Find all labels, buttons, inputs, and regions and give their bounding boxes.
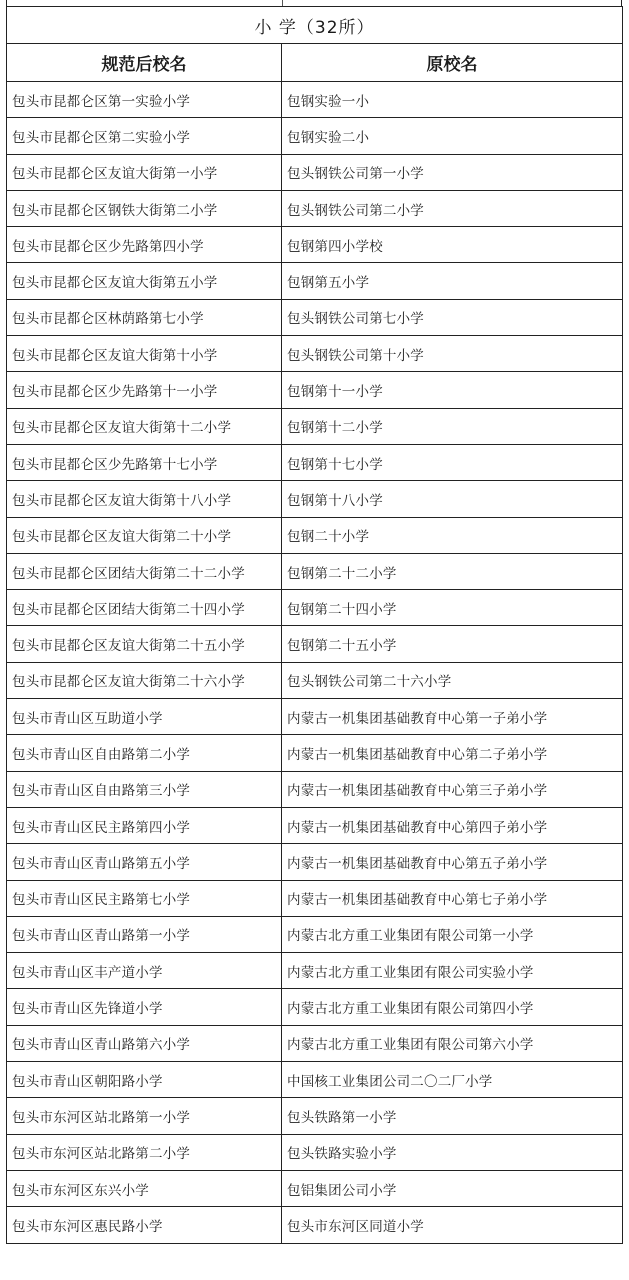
old-school-name-cell: 内蒙古一机集团基础教育中心第二子弟小学 bbox=[282, 735, 623, 771]
new-school-name-cell: 包头市东河区东兴小学 bbox=[7, 1170, 282, 1206]
table-row bbox=[7, 590, 623, 626]
new-school-name-cell: 包头市昆都仑区友谊大街第二十五小学 bbox=[7, 626, 282, 662]
old-school-name-cell: 包钢二十小学 bbox=[282, 517, 623, 553]
table-row bbox=[7, 916, 623, 952]
old-school-name-cell: 包头钢铁公司第十小学 bbox=[282, 336, 623, 372]
new-school-name-cell: 包头市昆都仑区友谊大街第五小学 bbox=[7, 263, 282, 299]
table-row bbox=[7, 444, 623, 480]
new-school-name-cell: 包头市青山区民主路第四小学 bbox=[7, 807, 282, 843]
old-school-name-cell: 包头钢铁公司第二小学 bbox=[282, 190, 623, 226]
table-row bbox=[7, 263, 623, 299]
table-row bbox=[7, 880, 623, 916]
column-divider bbox=[282, 0, 283, 6]
old-school-name-cell: 包钢第十一小学 bbox=[282, 372, 623, 408]
new-school-name-cell: 包头市昆都仑区友谊大街第十二小学 bbox=[7, 408, 282, 444]
table-row bbox=[7, 1170, 623, 1206]
new-school-name-cell: 包头市东河区站北路第一小学 bbox=[7, 1098, 282, 1134]
old-school-name-cell: 包钢第十二小学 bbox=[282, 408, 623, 444]
new-school-name-cell: 包头市青山区自由路第三小学 bbox=[7, 771, 282, 807]
table-row bbox=[7, 1062, 623, 1098]
table-row bbox=[7, 1207, 623, 1243]
new-school-name-cell: 包头市青山区自由路第二小学 bbox=[7, 735, 282, 771]
old-school-name-cell: 内蒙古一机集团基础教育中心第三子弟小学 bbox=[282, 771, 623, 807]
table-row bbox=[7, 989, 623, 1025]
old-school-name-cell: 包钢第二十四小学 bbox=[282, 590, 623, 626]
table-row bbox=[7, 154, 623, 190]
new-school-name-cell: 包头市青山区先锋道小学 bbox=[7, 989, 282, 1025]
new-school-name-cell: 包头市昆都仑区友谊大街第二十小学 bbox=[7, 517, 282, 553]
old-school-name-cell: 包钢实验一小 bbox=[282, 82, 623, 118]
table-row bbox=[7, 408, 623, 444]
table-row bbox=[7, 626, 623, 662]
old-school-name-cell: 内蒙古北方重工业集团有限公司实验小学 bbox=[282, 953, 623, 989]
column-header-new-name: 规范后校名 bbox=[7, 44, 282, 82]
table-row bbox=[7, 336, 623, 372]
table-row bbox=[7, 662, 623, 698]
new-school-name-cell: 包头市昆都仑区友谊大街第一小学 bbox=[7, 154, 282, 190]
old-school-name-cell: 包钢第二十五小学 bbox=[282, 626, 623, 662]
new-school-name-cell: 包头市东河区惠民路小学 bbox=[7, 1207, 282, 1243]
table-row bbox=[7, 1134, 623, 1170]
new-school-name-cell: 包头市昆都仑区钢铁大街第二小学 bbox=[7, 190, 282, 226]
table-row bbox=[7, 299, 623, 335]
new-school-name-cell: 包头市青山区丰产道小学 bbox=[7, 953, 282, 989]
school-name-table bbox=[6, 6, 623, 1244]
new-school-name-cell: 包头市昆都仑区友谊大街第二十六小学 bbox=[7, 662, 282, 698]
table-row bbox=[7, 807, 623, 843]
table-body bbox=[7, 82, 623, 1244]
table-row bbox=[7, 1098, 623, 1134]
old-school-name-cell: 包铝集团公司小学 bbox=[282, 1170, 623, 1206]
old-school-name-cell: 内蒙古北方重工业集团有限公司第一小学 bbox=[282, 916, 623, 952]
section-title-row bbox=[7, 7, 623, 44]
old-school-name-cell: 包头市东河区同道小学 bbox=[282, 1207, 623, 1243]
previous-table-fragment bbox=[6, 0, 622, 6]
new-school-name-cell: 包头市昆都仑区少先路第十一小学 bbox=[7, 372, 282, 408]
column-header-old-name: 原校名 bbox=[282, 44, 623, 82]
table-row bbox=[7, 227, 623, 263]
table-row bbox=[7, 771, 623, 807]
old-school-name-cell: 中国核工业集团公司二〇二厂小学 bbox=[282, 1062, 623, 1098]
old-school-name-cell: 包钢实验二小 bbox=[282, 118, 623, 154]
new-school-name-cell: 包头市青山区青山路第一小学 bbox=[7, 916, 282, 952]
new-school-name-cell: 包头市青山区互助道小学 bbox=[7, 699, 282, 735]
new-school-name-cell: 包头市昆都仑区友谊大街第十小学 bbox=[7, 336, 282, 372]
old-school-name-cell: 包钢第十七小学 bbox=[282, 444, 623, 480]
new-school-name-cell: 包头市东河区站北路第二小学 bbox=[7, 1134, 282, 1170]
old-school-name-cell: 内蒙古北方重工业集团有限公司第四小学 bbox=[282, 989, 623, 1025]
old-school-name-cell: 包钢第四小学校 bbox=[282, 227, 623, 263]
table-row bbox=[7, 517, 623, 553]
new-school-name-cell: 包头市昆都仑区第一实验小学 bbox=[7, 82, 282, 118]
old-school-name-cell: 内蒙古一机集团基础教育中心第五子弟小学 bbox=[282, 844, 623, 880]
new-school-name-cell: 包头市昆都仑区林荫路第七小学 bbox=[7, 299, 282, 335]
old-school-name-cell: 内蒙古一机集团基础教育中心第七子弟小学 bbox=[282, 880, 623, 916]
section-title: 小 学（32所） bbox=[7, 7, 623, 44]
old-school-name-cell: 包头铁路第一小学 bbox=[282, 1098, 623, 1134]
old-school-name-cell: 包头钢铁公司第七小学 bbox=[282, 299, 623, 335]
table-row bbox=[7, 481, 623, 517]
new-school-name-cell: 包头市昆都仑区友谊大街第十八小学 bbox=[7, 481, 282, 517]
new-school-name-cell: 包头市昆都仑区少先路第四小学 bbox=[7, 227, 282, 263]
table-row bbox=[7, 735, 623, 771]
table-row bbox=[7, 190, 623, 226]
old-school-name-cell: 内蒙古一机集团基础教育中心第一子弟小学 bbox=[282, 699, 623, 735]
school-name-table-sheet bbox=[6, 0, 622, 1244]
old-school-name-cell: 内蒙古一机集团基础教育中心第四子弟小学 bbox=[282, 807, 623, 843]
old-school-name-cell: 包钢第十八小学 bbox=[282, 481, 623, 517]
table-row bbox=[7, 82, 623, 118]
old-school-name-cell: 内蒙古北方重工业集团有限公司第六小学 bbox=[282, 1025, 623, 1061]
table-row bbox=[7, 699, 623, 735]
column-header-row bbox=[7, 44, 623, 82]
table-row bbox=[7, 844, 623, 880]
old-school-name-cell: 包头钢铁公司第二十六小学 bbox=[282, 662, 623, 698]
old-school-name-cell: 包钢第五小学 bbox=[282, 263, 623, 299]
old-school-name-cell: 包头钢铁公司第一小学 bbox=[282, 154, 623, 190]
new-school-name-cell: 包头市昆都仑区第二实验小学 bbox=[7, 118, 282, 154]
table-row bbox=[7, 953, 623, 989]
table-row bbox=[7, 1025, 623, 1061]
new-school-name-cell: 包头市青山区青山路第五小学 bbox=[7, 844, 282, 880]
new-school-name-cell: 包头市昆都仑区团结大街第二十四小学 bbox=[7, 590, 282, 626]
new-school-name-cell: 包头市青山区民主路第七小学 bbox=[7, 880, 282, 916]
new-school-name-cell: 包头市昆都仑区少先路第十七小学 bbox=[7, 444, 282, 480]
table-row bbox=[7, 372, 623, 408]
new-school-name-cell: 包头市昆都仑区团结大街第二十二小学 bbox=[7, 553, 282, 589]
new-school-name-cell: 包头市青山区青山路第六小学 bbox=[7, 1025, 282, 1061]
table-row bbox=[7, 553, 623, 589]
old-school-name-cell: 包头铁路实验小学 bbox=[282, 1134, 623, 1170]
new-school-name-cell: 包头市青山区朝阳路小学 bbox=[7, 1062, 282, 1098]
old-school-name-cell: 包钢第二十二小学 bbox=[282, 553, 623, 589]
table-row bbox=[7, 118, 623, 154]
